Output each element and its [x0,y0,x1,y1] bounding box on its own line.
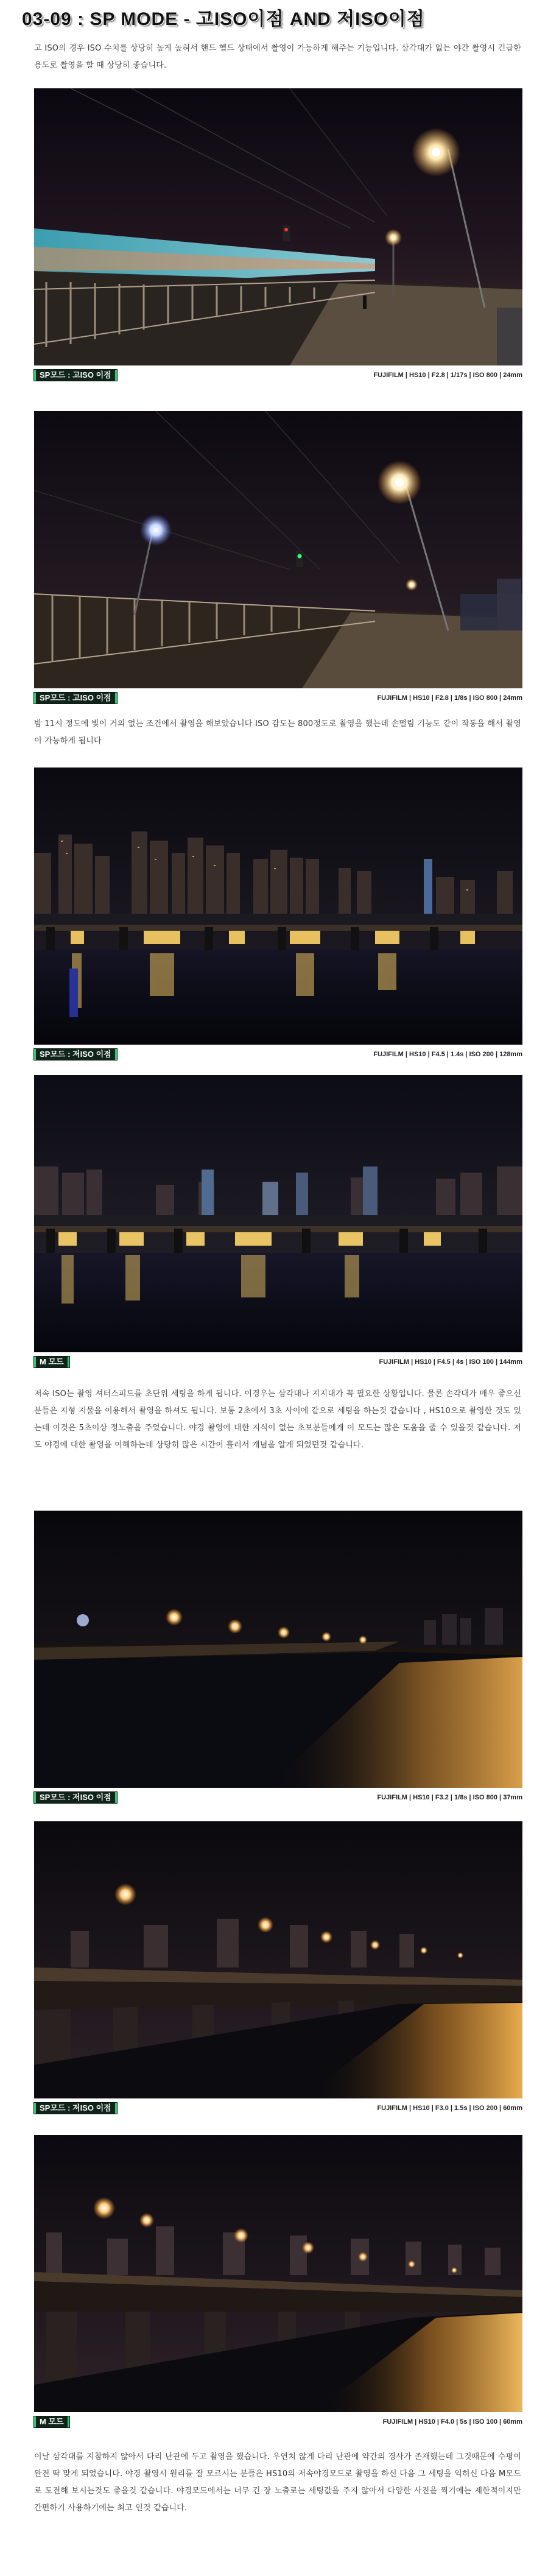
photo-caption-2 [34,693,522,704]
photo-river-skyline [34,768,522,1045]
photo-bridge-walkway [34,88,522,365]
mode-label: SP모드 : 고ISO 이점 [34,693,117,704]
photo-caption-1 [34,370,522,381]
photo-caption-4 [34,1357,522,1367]
photo-river-bridge-2 [34,1821,522,2098]
photo-bridge-walkway-2 [34,411,522,688]
mode-label: M 모드 [34,1357,69,1367]
photo-caption-5 [34,1792,522,1803]
mode-label: SP모드 : 고ISO 이점 [34,370,117,381]
exif-info: FUJIFILM | HS10 | F3.0 | 1.5s | ISO 200 | 60mm [377,2105,522,2112]
body-paragraph-4: 이날 삼각대를 지참하지 않아서 다리 난관에 두고 촬영을 했습니다. 우연치 않게 다리 난관에 약간의 경사가 존재했는데 그것때문에 수평이 완전 딱 맞게 되었습니다. 야경 촬영시 원리를 잘 모르시는 분들은 HS10의 저속야경모드로 촬영을 하신 다음 그 세팅을 익히신 다음 M모드로 도전해 보시는것도 좋을것 같습니다. 야경모드에서는 너무 긴 장 노출로는 세팅값을 주지 않아서 다양한 사진을 찍기에는 제한적이지만 간편하기 사용하기에는 최고 인것 같습니다. [34,2452,521,2513]
photo-caption-3 [34,1049,522,1060]
body-paragraph-3: 저속 ISO는 촬영 셔터스피드를 초단위 세팅을 하게 됩니다. 이경우는 삼각대나 지지대가 꼭 필요한 상황입니다. 물론 손각대가 매우 좋으신 분들은 지형 지물을 이용해서 촬영을 하셔도 됩니다. 보통 2초에서 3초 사이에 같으로 세팅을 하는것 같습니다 , HS10으로 촬영한 것도 있는데 이것은 5초이상 정노출을 주었습니다. 야경 촬영에 대한 지식이 없는 초보분들에게 이 모드는 많은 도움을 줄 수 있을것 같습니다. 저도 야경에 대한 촬영을 이해하는데 상당히 많은 시간이 흘러서 개념을 알게 되었던것 같습니다. [34,1389,521,1450]
river-skyline-bridge-image [34,1075,522,1352]
exif-info: FUJIFILM | HS10 | F4.0 | 5s | ISO 100 | 60mm [382,2418,522,2426]
river-bridge-long-exposure-image [34,2135,522,2412]
mode-label: SP모드 : 저ISO 이점 [34,2103,117,2114]
mode-label: SP모드 : 저ISO 이점 [34,1049,117,1060]
night-bridge-walkway-image [34,88,522,365]
exif-info: FUJIFILM | HS10 | F3.2 | 1/8s | ISO 800 | 37mm [377,1794,522,1801]
mode-label: M 모드 [34,2416,69,2427]
exif-info: FUJIFILM | HS10 | F2.8 | 1/8s | ISO 800 | 24mm [377,694,522,702]
exif-info: FUJIFILM | HS10 | F4.5 | 4s | ISO 100 | 144mm [379,1358,522,1366]
night-bridge-lamps-image [34,411,522,688]
intro-paragraph: 고 ISO의 경우 ISO 수치를 상당히 높게 높혀서 핸드 헬드 상태에서 촬영이 가능하게 해주는 기능입니다. 삼각대가 없는 야간 촬영시 긴급한 용도로 촬영을 할 때 상당히 좋습니다. [34,44,521,70]
photo-caption-6 [34,2103,522,2114]
photo-caption-7 [34,2416,522,2427]
photo-river-bridge [34,1511,522,1788]
mode-label: SP모드 : 저ISO 이점 [34,1792,117,1803]
river-skyline-image [34,768,522,1045]
photo-river-bridge-3 [34,2135,522,2412]
river-bridge-reflection-image [34,1511,522,1788]
body-paragraph-2: 밤 11시 정도에 빛이 거의 없는 조건에서 촬영을 해보았습니다 ISO 감도는 800정도로 촬영을 했는데 손떨림 기능도 같이 작동을 해서 촬영이 가능하게 됩니다 [34,719,521,746]
river-bridge-arches-image [34,1821,522,2098]
page-title: 03-09 : SP MODE - 고ISO이점 AND 저ISO이점 [22,9,425,29]
photo-river-skyline-2 [34,1075,522,1352]
exif-info: FUJIFILM | HS10 | F2.8 | 1/17s | ISO 800 | 24mm [373,372,522,379]
exif-info: FUJIFILM | HS10 | F4.5 | 1.4s | ISO 200 | 128mm [373,1051,522,1058]
